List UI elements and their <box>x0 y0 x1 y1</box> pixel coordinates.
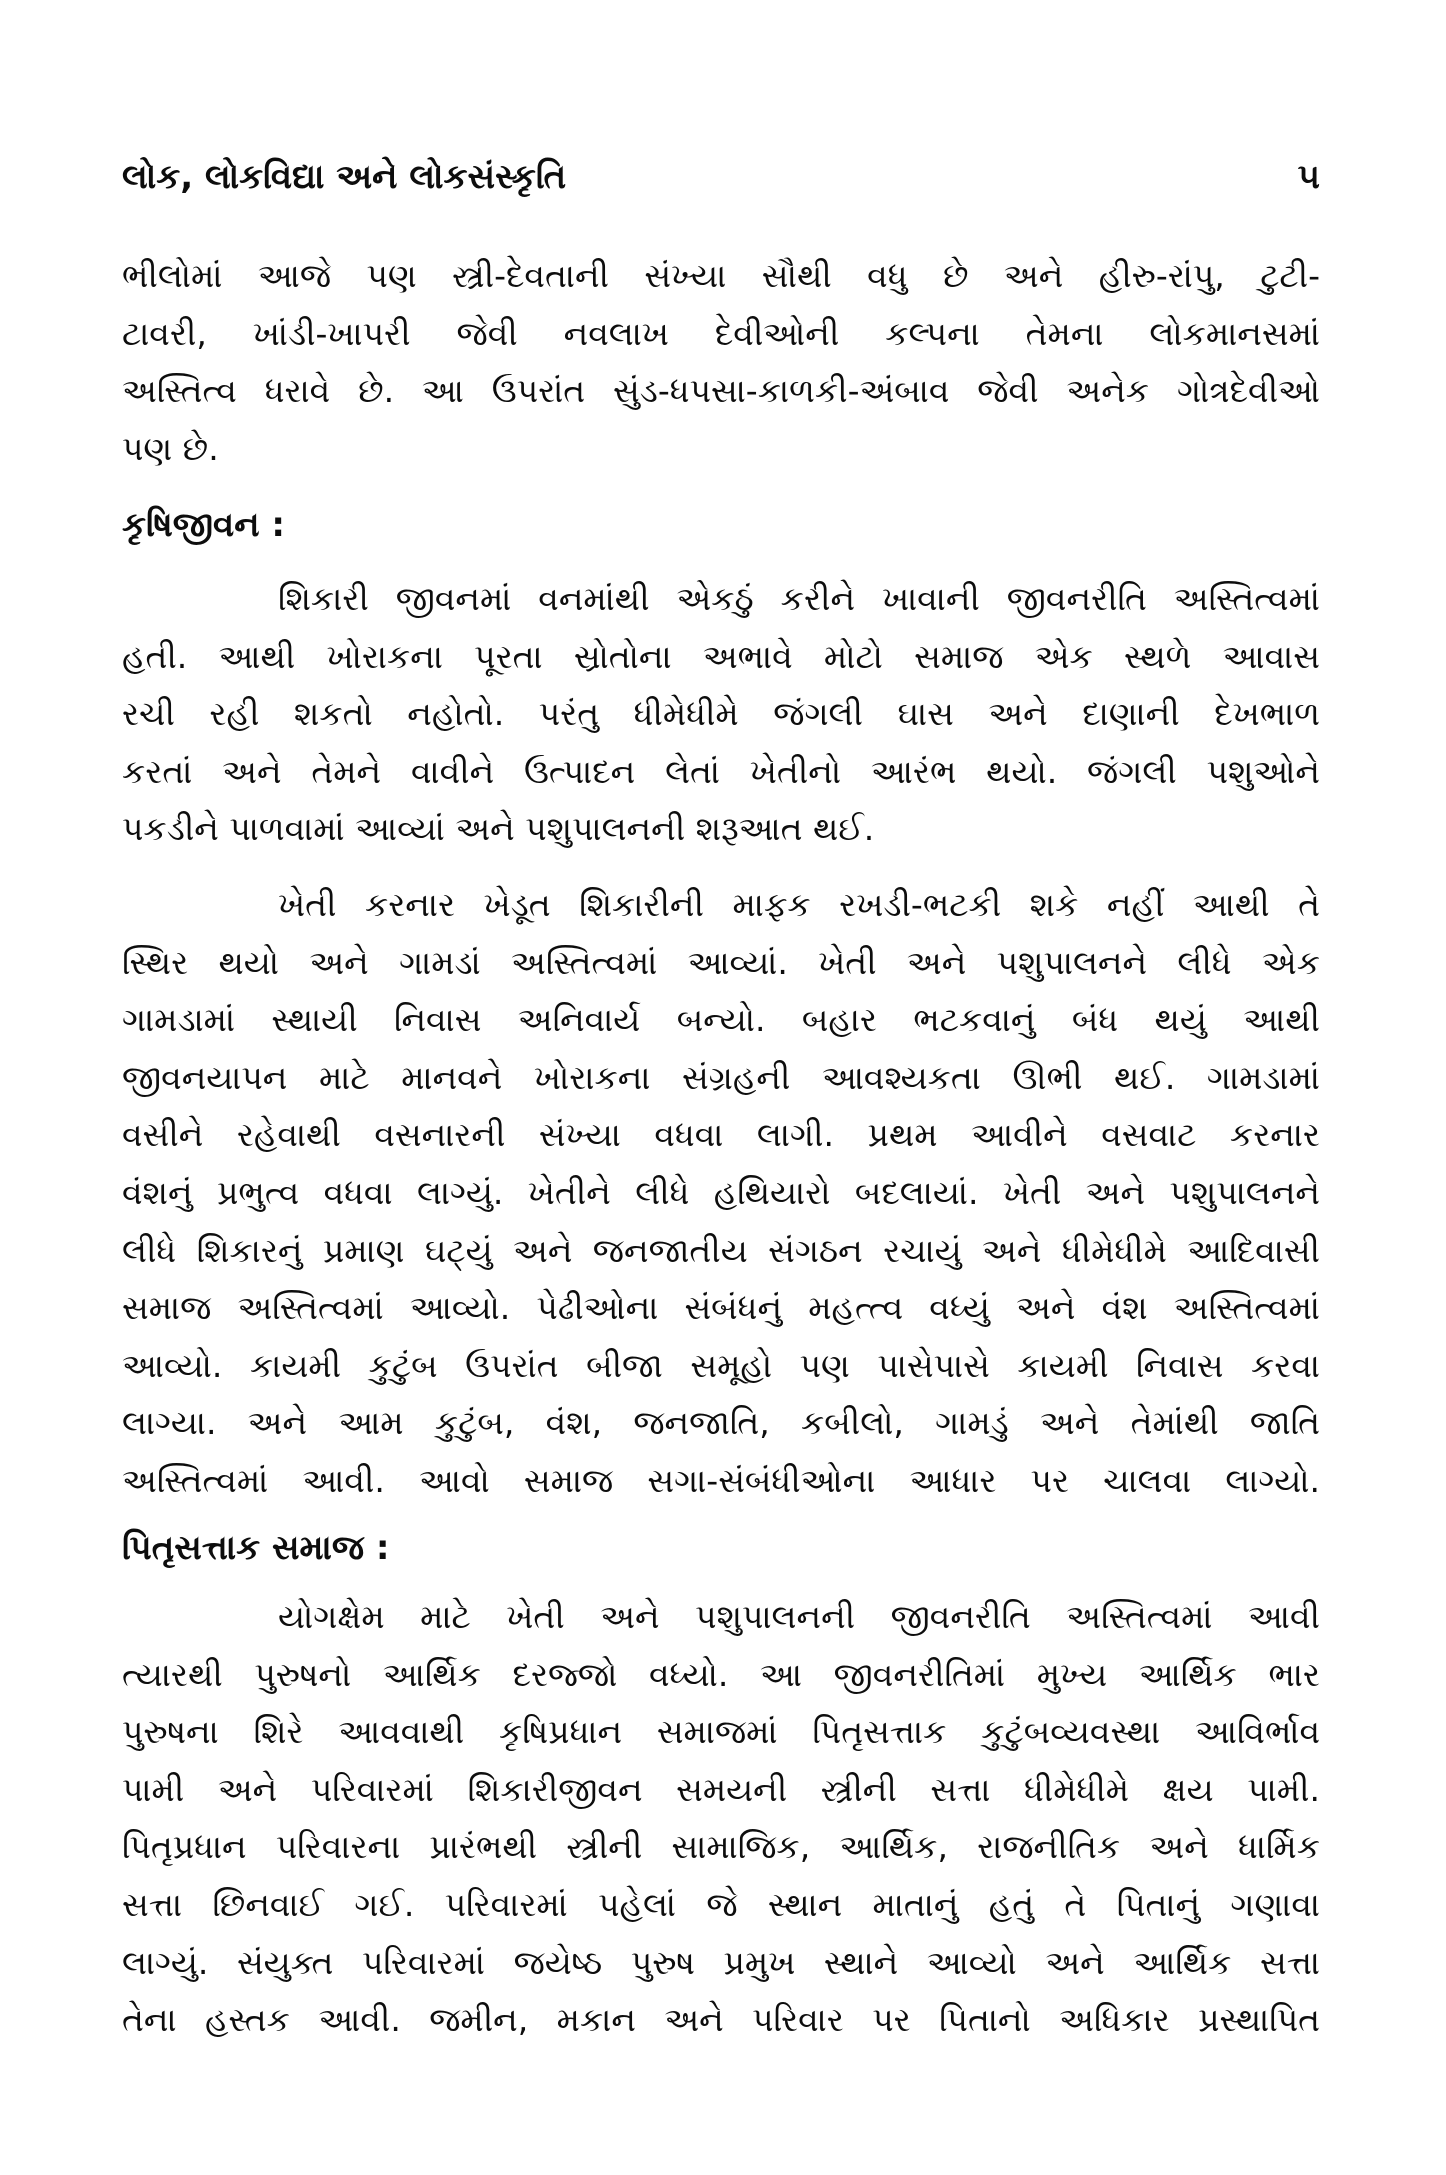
text-line: અસ્તિત્વમાં આવી. આવો સમાજ સગા-સંબંધીઓના આધાર પર ચાલવા લાગ્યો. <box>122 1460 1320 1500</box>
text-line: હતી. આથી ખોરાકના પૂરતા સ્રોતોના અભાવે મોટો સમાજ એક સ્થળે આવાસ <box>122 636 1320 676</box>
text-line: વસીને રહેવાથી વસનારની સંખ્યા વધવા લાગી. પ્રથમ આવીને વસવાટ કરનાર <box>122 1115 1320 1155</box>
text-line: લાગ્યું. સંયુક્ત પરિવારમાં જયેષ્ઠ પુરુષ પ્રમુખ સ્થાને આવ્યો અને આર્થિક સત્તા <box>122 1942 1320 1982</box>
text-line: પામી અને પરિવારમાં શિકારીજીવન સમયની સ્ત્રીની સત્તા ધીમેધીમે ક્ષય પામી. <box>122 1769 1320 1809</box>
text-line: ટાવરી, ખાંડી-ખાપરી જેવી નવલાખ દેવીઓની કલ્પના તેમના લોકમાનસમાં <box>122 313 1320 353</box>
paragraph <box>122 570 1320 858</box>
text-line: સ્થિર થયો અને ગામડાં અસ્તિત્વમાં આવ્યાં. ખેતી અને પશુપાલનને લીધે એક <box>122 942 1320 982</box>
paragraph <box>122 247 1320 477</box>
paragraph <box>122 1588 1320 2049</box>
page-number: ૫ <box>1297 157 1320 197</box>
text-line: યોગક્ષેમ માટે ખેતી અને પશુપાલનની જીવનરીતિ અસ્તિત્વમાં આવી <box>278 1597 1320 1636</box>
text-line: લીધે શિકારનું પ્રમાણ ઘટ્યું અને જનજાતીય સંગઠન રચાયું અને ધીમેધીમે આદિવાસી <box>122 1230 1320 1270</box>
text-line: તેના હસ્તક આવી. જમીન, મકાન અને પરિવાર પર પિતાનો અધિકાર પ્રસ્થાપિત <box>122 2000 1320 2040</box>
text-line: પકડીને પાળવામાં આવ્યાં અને પશુપાલનની શરૂઆત થઈ. <box>122 809 875 849</box>
text-line: પિતૃપ્રધાન પરિવારના પ્રારંભથી સ્ત્રીની સામાજિક, આર્થિક, રાજનીતિક અને ધાર્મિક <box>122 1827 1320 1867</box>
text-line: જીવનયાપન માટે માનવને ખોરાકના સંગ્રહની આવશ્યકતા ઊભી થઈ. ગામડામાં <box>122 1057 1320 1097</box>
text-line: લાગ્યા. અને આમ કુટુંબ, વંશ, જનજાતિ, કબીલો, ગામડું અને તેમાંથી જાતિ <box>122 1403 1320 1443</box>
text-line: કરતાં અને તેમને વાવીને ઉત્પાદન લેતાં ખેતીનો આરંભ થયો. જંગલી પશુઓને <box>122 751 1320 791</box>
text-line: અસ્તિત્વ ધરાવે છે. આ ઉપરાંત સુંડ-ધપસા-કાળકી-અંબાવ જેવી અનેક ગોત્રદેવીઓ <box>122 371 1320 411</box>
text-line: શિકારી જીવનમાં વનમાંથી એકઠું કરીને ખાવાની જીવનરીતિ અસ્તિત્વમાં <box>278 579 1320 618</box>
text-line: આવ્યો. કાયમી કુટુંબ ઉપરાંત બીજા સમૂહો પણ પાસેપાસે કાયમી નિવાસ કરવા <box>122 1345 1320 1385</box>
text-line: પણ છે. <box>122 428 219 468</box>
text-line: ખેતી કરનાર ખેડૂત શિકારીની માફક રખડી-ભટકી શકે નહીં આથી તે <box>278 885 1320 924</box>
section-heading: કૃષિજીવન : <box>122 505 285 545</box>
text-line: રચી રહી શકતો નહોતો. પરંતુ ધીમેધીમે જંગલી ઘાસ અને દાણાની દેખભાળ <box>122 694 1320 734</box>
text-line: સત્તા છિનવાઈ ગઈ. પરિવારમાં પહેલાં જે સ્થાન માતાનું હતું તે પિતાનું ગણાવા <box>122 1884 1320 1924</box>
text-line: ત્યારથી પુરુષનો આર્થિક દરજ્જો વધ્યો. આ જીવનરીતિમાં મુખ્ય આર્થિક ભાર <box>122 1654 1320 1694</box>
paragraph <box>122 876 1320 1510</box>
text-line: પુરુષના શિરે આવવાથી કૃષિપ્રધાન સમાજમાં પિતૃસત્તાક કુટુંબવ્યવસ્થા આવિર્ભાવ <box>122 1712 1320 1752</box>
text-line: ભીલોમાં આજે પણ સ્ત્રી-દેવતાની સંખ્યા સૌથી વધુ છે અને હીરુ-રાંપુ, ટુટી- <box>122 256 1320 295</box>
section-heading: પિતૃસત્તાક સમાજ : <box>122 1528 390 1568</box>
text-line: વંશનું પ્રભુત્વ વધવા લાગ્યું. ખેતીને લીધે હથિયારો બદલાયાં. ખેતી અને પશુપાલનને <box>122 1172 1320 1212</box>
text-line: સમાજ અસ્તિત્વમાં આવ્યો. પેઢીઓના સંબંધનું મહત્ત્વ વધ્યું અને વંશ અસ્તિત્વમાં <box>122 1288 1320 1328</box>
running-head: લોક, લોકવિદ્યા અને લોકસંસ્કૃતિ <box>122 157 567 197</box>
text-line: ગામડામાં સ્થાયી નિવાસ અનિવાર્ય બન્યો. બહાર ભટકવાનું બંધ થયું આથી <box>122 1000 1320 1040</box>
